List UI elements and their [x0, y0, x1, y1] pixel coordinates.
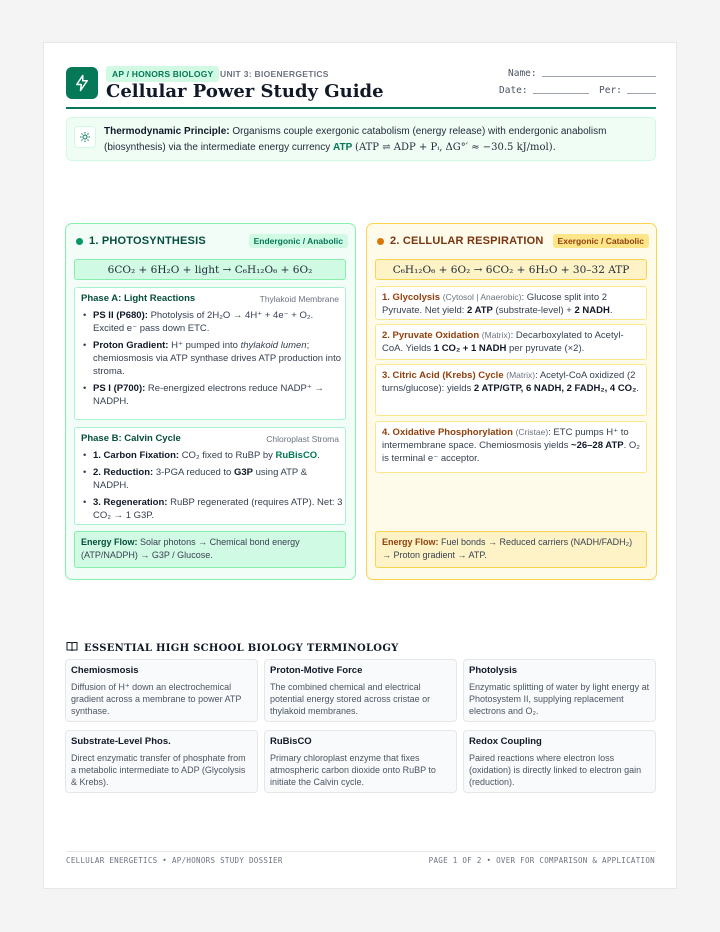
- pyruvate-oxidation-card: 2. Pyruvate Oxidation (Matrix): Decarboxylated to Acetyl-CoA. Yields 1 CO₂ + 1 NADH per pyruvate (×2).: [375, 324, 647, 360]
- photosynthesis-tag: Endergonic / Anabolic: [249, 234, 348, 248]
- glycolysis-card: 1. Glycolysis (Cytosol | Anaerobic): Glucose split into 2 Pyruvate. Net yield: 2 ATP (substrate-level) + 2 NADH.: [375, 286, 647, 320]
- terminology-title: ESSENTIAL HIGH SCHOOL BIOLOGY TERMINOLOGY: [66, 641, 399, 655]
- term-card: Substrate-Level Phos. Direct enzymatic transfer of phosphate from a metabolic intermediate to ADP (Glycolysis & Krebs).: [65, 730, 258, 793]
- unit-label: UNIT 3: BIOENERGETICS: [220, 69, 329, 79]
- footer-left: CELLULAR ENERGETICS • AP/HONORS STUDY DOSSIER: [66, 856, 283, 865]
- calvin-cycle-list: [81, 449, 343, 526]
- sun-icon: [74, 126, 96, 148]
- calvin-cycle-title: Phase B: Calvin Cycle: [81, 433, 181, 444]
- list-item: • PS I (P700): Re-energized electrons reduce NADP⁺ → NADPH.: [81, 382, 343, 408]
- respiration-title: 2. CELLULAR RESPIRATION: [377, 235, 544, 247]
- respiration-panel: [366, 223, 657, 580]
- list-item: • 2. Reduction: 3-PGA reduced to G3P using ATP & NADPH.: [81, 466, 343, 492]
- calvin-cycle-card: [74, 427, 346, 525]
- photosynthesis-title: 1. PHOTOSYNTHESIS: [76, 235, 206, 247]
- respiration-energy-flow: Energy Flow: Fuel bonds → Reduced carriers (NADH/FADH₂) → Proton gradient → ATP.: [375, 531, 647, 568]
- study-guide-page: [43, 42, 677, 889]
- footer-right: PAGE 1 OF 2 • OVER FOR COMPARISON & APPLICATION: [428, 856, 655, 865]
- list-item: • Proton Gradient: H⁺ pumped into thylakoid lumen; chemiosmosis via ATP synthase drives ATP production into stroma.: [81, 339, 343, 378]
- respiration-equation: C₆H₁₂O₆ + 6O₂ → 6CO₂ + 6H₂O + 30–32 ATP: [375, 259, 647, 280]
- light-reactions-location: Thylakoid Membrane: [259, 294, 339, 304]
- course-badge: AP / HONORS BIOLOGY: [106, 66, 219, 82]
- photosynthesis-equation: 6CO₂ + 6H₂O + light → C₆H₁₂O₆ + 6O₂: [74, 259, 346, 280]
- term-card: Photolysis Enzymatic splitting of water by light energy at Photosystem II, supplying replacement electrons and O₂.: [463, 659, 656, 722]
- name-label: Name:: [508, 68, 537, 79]
- photosynthesis-panel: [65, 223, 356, 580]
- list-item: • 1. Carbon Fixation: CO₂ fixed to RuBP by RuBisCO.: [81, 449, 343, 462]
- footer-divider: [66, 851, 656, 852]
- header-divider: [66, 107, 656, 109]
- book-icon: [66, 641, 78, 655]
- name-field[interactable]: [542, 76, 656, 77]
- green-dot-icon: [76, 238, 83, 245]
- light-reactions-title: Phase A: Light Reactions: [81, 293, 196, 304]
- principle-text: Thermodynamic Principle: Organisms couple exergonic catabolism (energy release) with endergonic anabolism (biosynthesis) via the intermediate energy currency ATP (ATP ⇌ ADP + Pᵢ, ΔG°′ ≈ −30.5 kJ/mol).: [104, 126, 607, 153]
- list-item: • 3. Regeneration: RuBP regenerated (requires ATP). Net: 3 CO₂ → 1 G3P.: [81, 496, 343, 522]
- page-title: Cellular Power Study Guide: [106, 81, 384, 102]
- term-card: RuBisCO Primary chloroplast enzyme that fixes atmospheric carbon dioxide onto RuBP to initiate the Calvin cycle.: [264, 730, 457, 793]
- oxidative-phosphorylation-card: 4. Oxidative Phosphorylation (Cristae): ETC pumps H⁺ to intermembrane space. Chemiosmosis yields ~26–28 ATP. O₂ is terminal e⁻ acceptor.: [375, 421, 647, 473]
- date-label: Date:: [499, 85, 528, 96]
- term-card: Redox Coupling Paired reactions where electron loss (oxidation) is directly linked to electron gain (reduction).: [463, 730, 656, 793]
- list-item: • PS II (P680): Photolysis of 2H₂O → 4H⁺ + 4e⁻ + O₂. Excited e⁻ pass down ETC.: [81, 309, 343, 335]
- period-field[interactable]: [627, 93, 656, 94]
- respiration-tag: Exergonic / Catabolic: [553, 234, 649, 248]
- term-card: Proton-Motive Force The combined chemical and electrical potential energy stored across cristae or thylakoid membranes.: [264, 659, 457, 722]
- amber-dot-icon: [377, 238, 384, 245]
- light-reactions-list: [81, 309, 343, 412]
- photosynthesis-energy-flow: Energy Flow: Solar photons → Chemical bond energy (ATP/NADPH) → G3P / Glucose.: [74, 531, 346, 568]
- period-label: Per:: [599, 85, 622, 96]
- lightning-icon: [66, 67, 98, 99]
- date-field[interactable]: [533, 93, 589, 94]
- krebs-cycle-card: 3. Citric Acid (Krebs) Cycle (Matrix): Acetyl-CoA oxidized (2 turns/glucose): yields 2 ATP/GTP, 6 NADH, 2 FADH₂, 4 CO₂.: [375, 364, 647, 416]
- term-card: Chemiosmosis Diffusion of H⁺ down an electrochemical gradient across a membrane to power ATP synthase.: [65, 659, 258, 722]
- light-reactions-card: [74, 287, 346, 420]
- calvin-cycle-location: Chloroplast Stroma: [266, 434, 339, 444]
- principle-callout: [66, 117, 656, 161]
